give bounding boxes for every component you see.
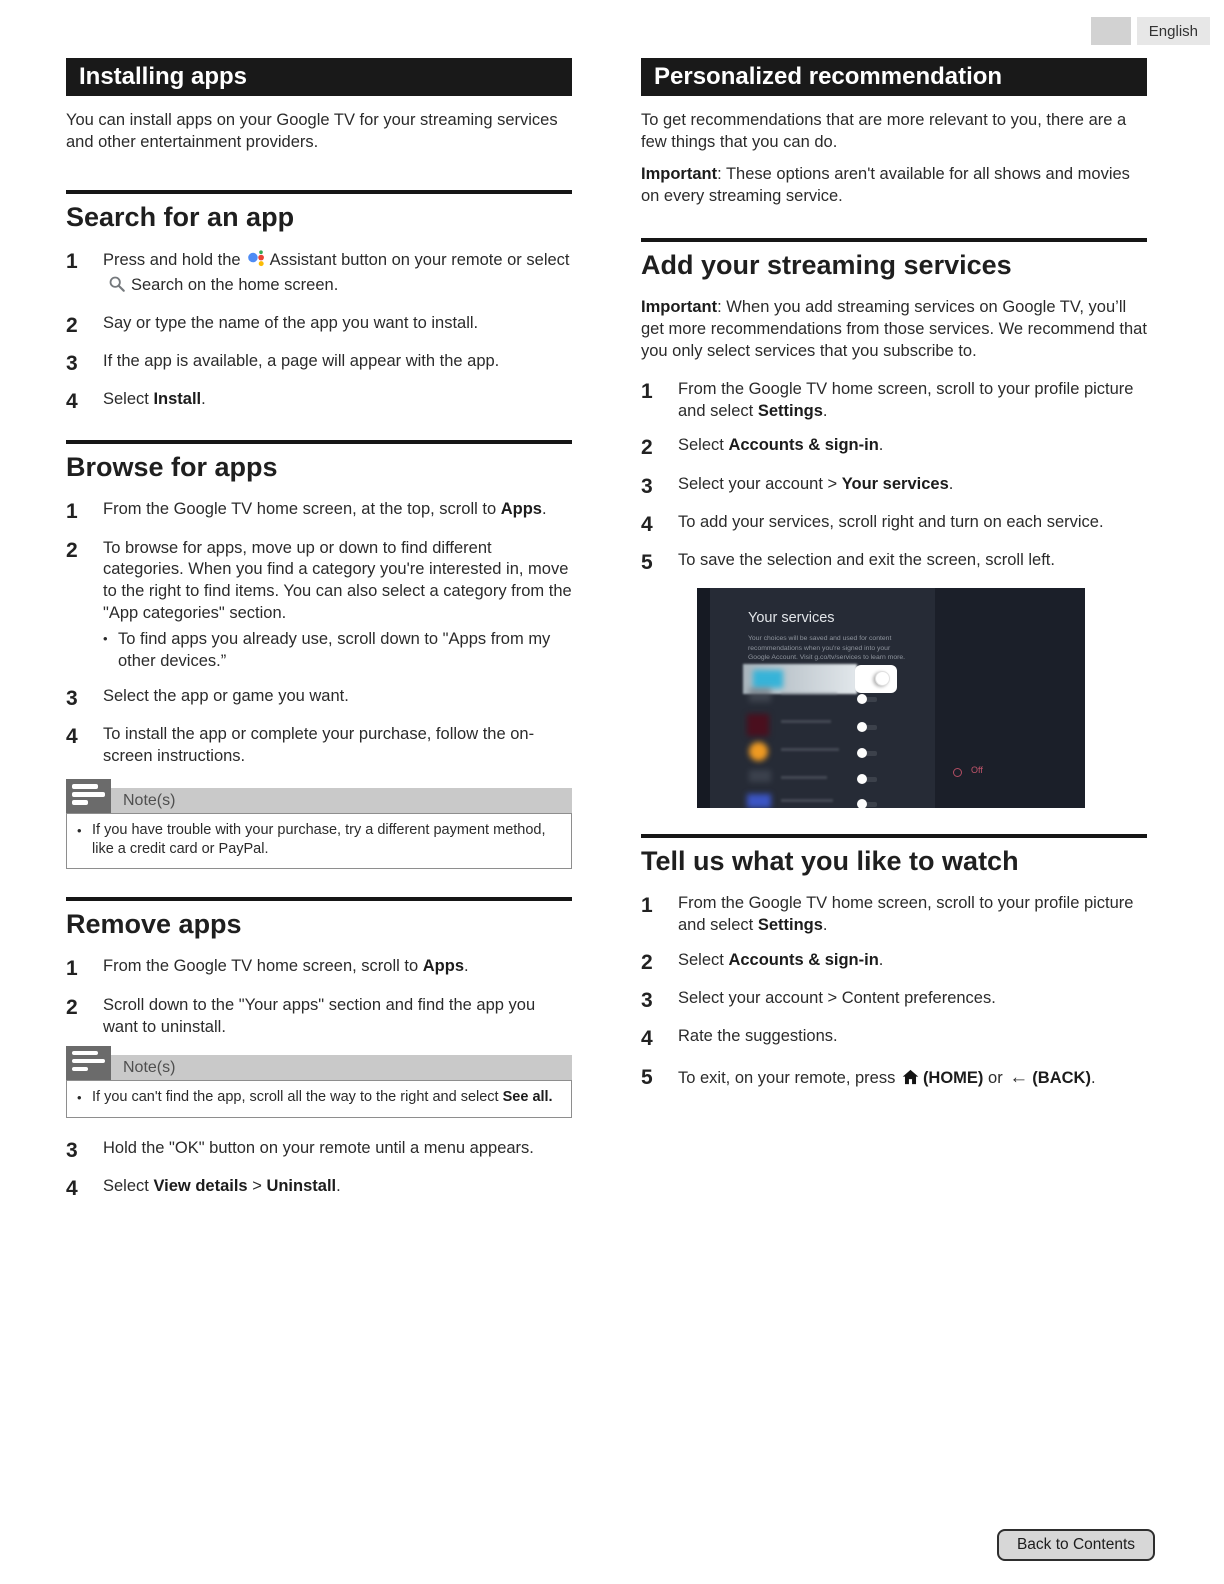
note-header (66, 1055, 572, 1080)
step-text: Select your account > Content preferences. (678, 989, 996, 1008)
step-text-part: Assistant button on your remote or select (269, 250, 570, 269)
left-column (66, 58, 572, 1214)
step-text: Scroll down to the "Your apps" section and find the app you want to uninstall. (103, 995, 536, 1036)
step-number: 1 (66, 249, 78, 273)
back-arrow-icon: ← (1009, 1066, 1029, 1088)
paragraph-part: : These options aren't available for all shows and movies on every streaming service. (641, 164, 1130, 205)
note-text-part: If you can't find the app, scroll all the way to the right and select (92, 1088, 503, 1105)
step-number: 1 (66, 957, 78, 981)
bold-term: Apps (422, 957, 464, 976)
section-divider (641, 834, 1147, 838)
bold-term: (BACK) (1032, 1068, 1091, 1087)
step (641, 950, 1147, 975)
step-text: Hold the "OK" button on your remote until a menu appears. (103, 1138, 534, 1157)
step-text-part: or (983, 1068, 1008, 1087)
step-text: Rate the suggestions. (678, 1027, 838, 1046)
step-number: 4 (66, 1176, 78, 1200)
tv-blurred-text (781, 776, 827, 779)
step-number: 3 (641, 474, 653, 498)
section-title: Remove apps (66, 909, 242, 940)
step-number: 3 (66, 687, 78, 711)
step-text-part: . (464, 957, 469, 976)
step-text-part: . (201, 390, 206, 409)
tv-off-label: Off (971, 765, 983, 776)
step (66, 313, 572, 338)
step-text-part: Select (678, 436, 729, 455)
step (641, 550, 1147, 575)
step-number: 2 (641, 951, 653, 975)
step (641, 474, 1147, 499)
step-number: 3 (66, 351, 78, 375)
bold-term: Important (641, 164, 718, 183)
tv-service-logo-blue (747, 794, 771, 808)
step-text-part: Select (103, 1176, 154, 1195)
tv-toggle-off (857, 748, 883, 758)
section-banner-installing-apps: Installing apps (66, 58, 572, 96)
tv-blurred-text (781, 748, 839, 751)
step-text-part: From the Google TV home screen, scroll to your profile picture and select (678, 379, 1134, 420)
step-number: 2 (66, 995, 78, 1019)
step-text-part: . (878, 436, 884, 455)
bold-term: Accounts & sign-in (728, 436, 879, 455)
step-number: 5 (641, 1065, 653, 1089)
step-text (103, 249, 572, 300)
step-text-part: Select your account > (678, 474, 842, 493)
bullet-text: To find apps you already use, scroll down to "Apps from my other devices.” (118, 630, 551, 671)
step-number: 2 (641, 436, 653, 460)
step (641, 988, 1147, 1013)
note-body (66, 813, 572, 869)
step (66, 351, 572, 376)
note-icon (66, 779, 111, 813)
step (66, 389, 572, 414)
section-browse-for-apps (66, 440, 572, 768)
section-title: Browse for apps (66, 452, 278, 483)
bold-term: Accounts & sign-in (728, 951, 879, 970)
section-search-for-an-app (66, 190, 572, 414)
section-tell-us-what-you-like (641, 834, 1147, 1091)
sub-bullet (103, 629, 572, 673)
step (66, 724, 572, 768)
step-text (103, 499, 572, 524)
step-number: 1 (66, 500, 78, 524)
bullet-dot: • (77, 823, 82, 839)
step-text-part: From the Google TV home screen, at the top, scroll to (103, 500, 501, 519)
section-add-streaming-services (641, 238, 1147, 808)
note-block (66, 788, 572, 869)
home-icon (902, 1069, 919, 1092)
note-block (66, 1055, 572, 1118)
bullet-dot: • (103, 631, 108, 647)
note-text (92, 1088, 553, 1108)
note-label: Note(s) (123, 792, 176, 810)
tv-blurred-text (781, 692, 837, 695)
tv-service-logo-red (747, 714, 769, 736)
step-text: Select the app or game you want. (103, 687, 349, 706)
bold-term: Your services (841, 474, 949, 493)
step (641, 512, 1147, 537)
step-text-part: . (822, 401, 828, 420)
tv-service-logo-cyan (753, 670, 783, 688)
recommendation-important (641, 164, 1147, 208)
step-text (678, 474, 1147, 499)
note-icon (66, 1046, 111, 1080)
tv-toggle-off (857, 722, 883, 732)
step-text-part: > (247, 1176, 267, 1195)
step (66, 499, 572, 524)
tv-blurred-text (781, 799, 833, 802)
step (641, 1026, 1147, 1051)
assistant-icon (246, 249, 265, 275)
section-title: Add your streaming services (641, 249, 1012, 280)
bold-term: Important (641, 297, 718, 316)
step-text: If the app is available, a page will appear with the app. (103, 351, 500, 370)
step-text (678, 1065, 1147, 1092)
step-text-part: From the Google TV home screen, scroll to your profile picture and select (678, 894, 1134, 935)
step-number: 4 (641, 512, 653, 536)
bold-term: (HOME) (922, 1068, 984, 1087)
note-text: If you have trouble with your purchase, try a different payment method, like a credit card or PayPal. (92, 822, 546, 858)
language-tabs (1091, 17, 1210, 45)
step-text-part: To browse for apps, move up or down to find different categories. When you find a category you're interested in, move to the right to find items. You can also select a category from the "App categories" section. (103, 538, 572, 623)
step-text (678, 950, 1147, 975)
bold-term: Settings (757, 401, 823, 420)
section-remove-apps (66, 897, 572, 1201)
step-text (103, 956, 572, 981)
step-text-part: . (822, 916, 828, 935)
step-number: 2 (66, 538, 78, 562)
step-text-part: Select (678, 951, 729, 970)
step (66, 995, 572, 1039)
step-text-part: Press and hold the (103, 250, 241, 269)
bold-term: Install (153, 390, 202, 409)
step-number: 1 (641, 894, 653, 918)
bold-term: View details (153, 1176, 248, 1195)
tv-screen-title: Your services (748, 610, 835, 627)
tv-service-logo (749, 688, 771, 702)
installing-apps-intro: You can install apps on your Google TV for your streaming services and other entertainment providers. (66, 111, 558, 151)
services-important (641, 297, 1147, 363)
step-number: 3 (66, 1138, 78, 1162)
bold-term: Uninstall (266, 1176, 337, 1195)
section-divider (66, 190, 572, 194)
note-header (66, 788, 572, 813)
recommendation-intro: To get recommendations that are more relevant to you, there are a few things that you can do. (641, 111, 1127, 151)
step-text-part: . (541, 500, 547, 519)
right-column (641, 58, 1147, 1105)
step (641, 1065, 1147, 1092)
blank-tab[interactable] (1091, 17, 1131, 45)
tv-off-indicator-icon (953, 768, 962, 777)
tv-toggle-selected (855, 665, 897, 693)
step (66, 1138, 572, 1163)
tv-toggle-off (857, 799, 883, 808)
language-tab-english[interactable]: English (1137, 17, 1210, 45)
tv-toggle-off (857, 694, 883, 704)
your-services-screenshot (697, 588, 1085, 808)
step-number: 4 (66, 390, 78, 414)
step-text-part: . (336, 1176, 341, 1195)
section-divider (66, 440, 572, 444)
step-text-part: . (1090, 1068, 1096, 1087)
tv-screen-description: Your choices will be saved and used for content recommendations when you're signed into your Google Account. Visit g.co/tv/services to learn more. (748, 635, 906, 662)
step-text (678, 893, 1147, 937)
section-title: Tell us what you like to watch (641, 846, 1019, 877)
step-number: 4 (641, 1027, 653, 1051)
step-text-part: . (878, 951, 884, 970)
section-divider (641, 238, 1147, 242)
step (66, 249, 572, 300)
step-text-part: To exit, on your remote, press (678, 1068, 900, 1087)
step (641, 379, 1147, 423)
step (641, 435, 1147, 460)
note-body (66, 1080, 572, 1118)
step-text: To add your services, scroll right and turn on each service. (678, 512, 1104, 531)
step-text (678, 379, 1147, 423)
tv-blurred-text (781, 720, 831, 723)
tv-toggle-off (857, 774, 883, 784)
step (641, 893, 1147, 937)
step-number: 1 (641, 379, 653, 403)
step-number: 2 (66, 313, 78, 337)
step-text (103, 389, 572, 414)
back-to-contents-button[interactable]: Back to Contents (997, 1529, 1155, 1561)
bullet-dot: • (77, 1089, 82, 1105)
step (66, 686, 572, 711)
step-text (103, 538, 572, 674)
tv-left-strip (697, 588, 710, 808)
tv-service-logo (749, 770, 771, 782)
section-divider (66, 897, 572, 901)
bold-term: Settings (757, 916, 823, 935)
note-label: Note(s) (123, 1058, 176, 1076)
step-text-part: Search on the home screen. (131, 275, 339, 294)
step-text-part: Select (103, 390, 154, 409)
step-text: To install the app or complete your purchase, follow the on-screen instructions. (103, 725, 535, 766)
step-text (678, 435, 1147, 460)
step-number: 3 (641, 989, 653, 1013)
step-text-part: From the Google TV home screen, scroll to (103, 957, 423, 976)
step-text (103, 1176, 572, 1201)
step-text: Say or type the name of the app you want to install. (103, 313, 479, 332)
search-icon (108, 275, 126, 300)
step (66, 956, 572, 981)
step-number: 5 (641, 551, 653, 574)
step-number: 4 (66, 725, 78, 749)
section-title: Search for an app (66, 201, 295, 232)
bold-term: Apps (500, 500, 542, 519)
step (66, 1176, 572, 1201)
bold-term: See all. (502, 1088, 553, 1105)
paragraph-part: : When you add streaming services on Google TV, you’ll get more recommendations from those services. We recommend that you only select services that you subscribe to. (641, 297, 1147, 360)
section-banner-personalized-recommendation: Personalized recommendation (641, 58, 1147, 96)
step-text-part: . (948, 474, 954, 493)
step-text: To save the selection and exit the screen, scroll left. (678, 551, 1055, 569)
step (66, 538, 572, 674)
